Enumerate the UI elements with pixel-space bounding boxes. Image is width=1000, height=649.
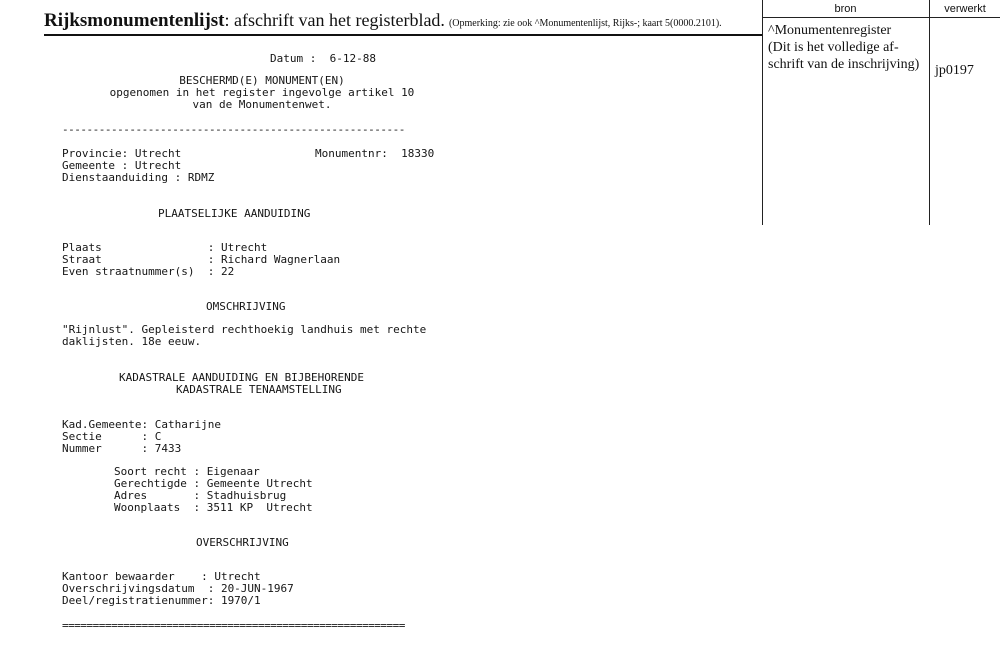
omschrijving-line: daklijsten. 18e eeuw. [62,335,202,348]
document-title [44,10,762,32]
verwerkt-cell: jp0197 [935,63,974,78]
overschrijvingsdatum-line: Overschrijvingsdatum : 20-JUN-1967 [62,582,294,595]
table-header-rule [762,17,1000,18]
nummer-line: Nummer : 7433 [62,442,182,455]
section-heading: PLAATSELIJKE AANDUIDING [158,207,311,220]
provincie-line: Provincie: Utrecht [62,147,182,160]
gerechtigde-line: Gerechtigde : Gemeente Utrecht [114,477,313,490]
title-rest: : afschrift van het registerblad. [224,10,445,30]
title-bold: Rijksmonumentenlijst [44,10,225,31]
datum-value: 6-12-88 [329,52,376,65]
header-rule [44,34,762,36]
monumentnr-label: Monumentnr: [315,147,388,160]
column-header-verwerkt: verwerkt [944,3,986,15]
gemeente-line: Gemeente : Utrecht [62,159,182,172]
bron-line: schrift van de inschrijving) [768,57,920,72]
straatnummer-line: Even straatnummer(s) : 22 [62,265,235,278]
omschrijving-line: "Rijnlust". Gepleisterd rechthoekig landhuis met rechte [62,323,427,336]
equals-rule: ======================================================== [62,619,405,632]
bron-line: ^Monumentenregister [768,23,892,38]
register-record [62,50,752,640]
plaats-line: Plaats : Utrecht [62,241,268,254]
section-heading: OVERSCHRIJVING [196,536,289,549]
straat-line: Straat : Richard Wagnerlaan [62,253,341,266]
sectie-line: Sectie : C [62,430,162,443]
section-heading: KADASTRALE TENAAMSTELLING [176,383,342,396]
column-header-bron: bron [834,3,857,15]
bron-line: (Dit is het volledige af- [768,40,899,55]
kantoor-line: Kantoor bewaarder : Utrecht [62,570,261,583]
table-left-border [762,0,763,225]
dienstaanduiding-line: Dienstaanduiding : RDMZ [62,171,215,184]
dashed-rule: -------------------------------------------------------- [62,123,405,136]
registratienummer-line: Deel/registratienummer: 1970/1 [62,594,261,607]
kad-gemeente-line: Kad.Gemeente: Catharijne [62,418,221,431]
datum-label: Datum : [270,52,317,65]
woonplaats-line: Woonplaats : 3511 KP Utrecht [114,501,313,514]
datum-line [270,53,376,65]
section-heading: KADASTRALE AANDUIDING EN BIJBEHORENDE [119,371,365,384]
bron-cell [768,22,930,73]
monumentnr-value: 18330 [401,147,435,160]
adres-line: Adres : Stadhuisbrug [114,489,287,502]
source-table [762,0,1000,225]
heading-line: opgenomen in het register ingevolge artikel 10 [109,86,415,99]
heading-line: BESCHERMD(E) MONUMENT(EN) [179,74,345,87]
heading-line: van de Monumentenwet. [192,98,332,111]
section-heading: OMSCHRIJVING [206,300,286,313]
monumentnr-line [315,148,434,160]
soort-recht-line: Soort recht : Eigenaar [114,465,260,478]
title-remark: (Opmerking: zie ook ^Monumentenlijst, Rijks-; kaart 5(0000.2101). [448,18,722,29]
